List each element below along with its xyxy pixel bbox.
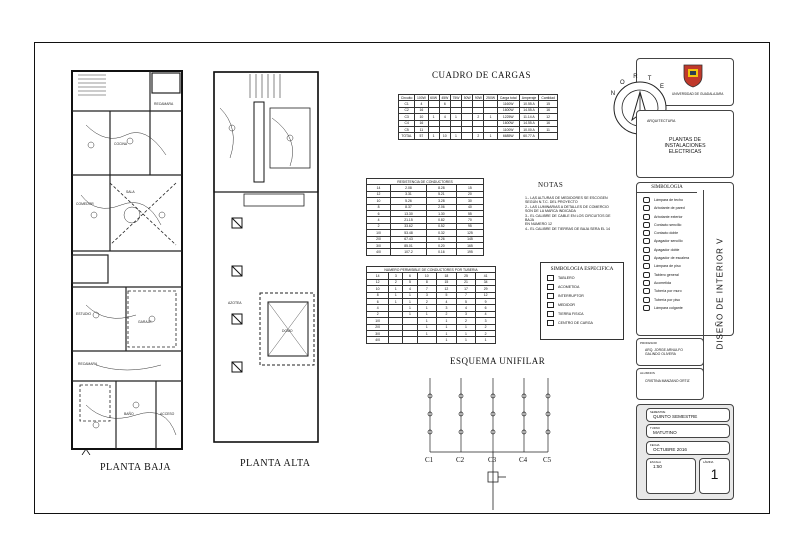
- teacher-name: ARQ. JORGE ARNULFO GALINDO OLIVERA: [645, 348, 683, 356]
- note-line: 2.- LAS LUMINARIAS A DETALLES DE COMERCIO: [525, 204, 609, 209]
- conductors-table: [366, 178, 484, 256]
- loads-header-cell: Cantidad: [539, 95, 558, 101]
- notes-title: NOTAS: [538, 181, 564, 189]
- svg-text:ESTUDIO: ESTUDIO: [76, 312, 92, 316]
- specific-symbology-box: [540, 262, 624, 340]
- teacher-box: [636, 338, 704, 366]
- symbol-item: Arbotante exterior: [643, 214, 703, 220]
- symbol-item: Tubería por muro: [643, 288, 703, 294]
- loads-header-cell: 90W: [473, 95, 484, 101]
- conductor-row: 10 5.26 3.28 30: [367, 198, 484, 204]
- symbol-item: Arbotante de pared: [643, 205, 703, 211]
- drawing-title-line-2: INSTALACIONES: [664, 143, 706, 149]
- conduit-row: 14 3 6 10 18 25 41: [367, 273, 496, 279]
- drawing-title-box: [636, 110, 734, 178]
- loads-header-cell: 45W: [439, 95, 450, 101]
- specific-symbol-item: TABLERO: [547, 275, 623, 281]
- symbol-item: Lámpara colgante: [643, 305, 703, 311]
- symbol-item: Tablero general: [643, 272, 703, 278]
- note-line: EN NUMERO 12: [525, 222, 552, 227]
- conduit-row: 4/0 1 1 1: [367, 337, 496, 343]
- scale-label: ESCALA: [650, 460, 662, 464]
- svg-text:ACCESO: ACCESO: [160, 412, 175, 416]
- symbology-title: SIMBOLOGIA: [637, 183, 697, 193]
- svg-text:RECAMARA: RECAMARA: [78, 362, 98, 366]
- loads-row: C1 4 6 1160W 10.55 A 15: [399, 101, 558, 107]
- symbol-item: Lámpara de piso: [643, 263, 703, 269]
- north-letter: E: [659, 83, 664, 90]
- loads-header-cell: 75W: [450, 95, 461, 101]
- symbol-item: Acometida: [643, 280, 703, 286]
- date-field: [646, 441, 730, 455]
- scale-field: [646, 458, 696, 494]
- north-letter: T: [647, 75, 652, 82]
- north-letter: N: [610, 91, 616, 98]
- loads-table: [398, 94, 558, 140]
- north-letter: R: [633, 74, 638, 81]
- circuit-label: C3: [488, 456, 497, 464]
- upper-floor-plan: [210, 68, 322, 446]
- conductor-row: 3/0 85.01 0.20 165: [367, 242, 484, 248]
- symbol-item: Lámpara de techo: [643, 197, 703, 203]
- vertical-course-title: DISEÑO DE INTERIOR V: [715, 237, 725, 350]
- conduit-row: 2/0 1 1 1 2: [367, 324, 496, 330]
- shift-label: TURNO: [650, 426, 660, 430]
- shift-value: MATUTINO: [653, 430, 677, 435]
- conduit-row: 10 1 4 7 12 17 29: [367, 286, 496, 292]
- drawing-title-line-3: ELECTRICAS: [668, 149, 702, 155]
- single-line-diagram: [418, 368, 560, 513]
- circuit-label: C4: [519, 456, 528, 464]
- loads-header-cell: 50W: [462, 95, 473, 101]
- loads-title: CUADRO DE CARGAS: [432, 70, 532, 80]
- svg-text:BAÑO: BAÑO: [124, 412, 134, 416]
- university-name: UNIVERSIDAD DE GUADALAJARA: [672, 92, 724, 96]
- ground-floor-plan: [66, 65, 188, 455]
- loads-header-cell: Circuito: [399, 95, 415, 101]
- symbol-item: Apagador doble: [643, 247, 703, 253]
- svg-text:COCINA: COCINA: [114, 142, 128, 146]
- loads-header-cell: Amperaje: [519, 95, 539, 101]
- symbol-item: Apagador sencillo: [643, 238, 703, 244]
- svg-text:GARAJE: GARAJE: [138, 320, 152, 324]
- loads-row: C5 11 1100W 10.00 A 11: [399, 126, 558, 132]
- loads-row: TOTAL 57 1 10 1 2 1 6685W 60.77 A: [399, 133, 558, 139]
- conductor-row: 2 33.62 0.52 95: [367, 223, 484, 229]
- notes-list: [525, 196, 617, 231]
- circuit-label: C1: [425, 456, 434, 464]
- note-line: 1.- LAS ALTURAS DE MEDIDORES SE ESCOGEN: [525, 196, 608, 200]
- students-name: CRISTINA MANZANO ORTIZ: [645, 379, 690, 383]
- conduit-row: 3/0 1 1 1 2: [367, 330, 496, 336]
- teacher-label: PROFESOR: [640, 341, 657, 345]
- career-label: ARQUITECTURA: [647, 119, 676, 123]
- students-label: ALUMNOS: [640, 371, 655, 375]
- upper-floor-title: PLANTA ALTA: [240, 458, 311, 469]
- loads-row: C4 16 1600W 14.55 A 16: [399, 120, 558, 126]
- specific-symbol-item: INTERRUPTOR: [547, 293, 623, 299]
- conduit-row: 8 1 1 3 5 7 12: [367, 292, 496, 298]
- conduit-row: 2 1 1 2 3 4: [367, 311, 496, 317]
- symbol-item: Apagador de escalera: [643, 255, 703, 261]
- conductor-row: 2/0 67.43 0.26 145: [367, 236, 484, 242]
- semester-label: SEMESTRE: [650, 410, 666, 414]
- loads-row: C2 16 1600W 14.55 A 16: [399, 107, 558, 113]
- svg-text:AZOTEA: AZOTEA: [228, 301, 242, 305]
- note-line: 4.- EL CALIBRE DE TIERRAS DE BAJA SERA EL 14: [525, 226, 610, 231]
- specific-symbology-title: SIMBOLOGIA ESPECIFICA: [550, 266, 614, 272]
- symbol-item: Tubería por piso: [643, 297, 703, 303]
- loads-header-cell: Carga total: [497, 95, 519, 101]
- conductor-row: 14 2.08 8.28 15: [367, 185, 484, 191]
- sheet-number: 1: [710, 466, 719, 482]
- conductor-row: 6 13.30 1.30 55: [367, 210, 484, 216]
- loads-header-cell: 100W: [415, 95, 428, 101]
- conductor-row: 4 21.15 0.82 70: [367, 217, 484, 223]
- scale-value: 1:50: [653, 464, 662, 469]
- svg-text:DOMO: DOMO: [282, 329, 293, 333]
- note-line: SEGÚN N.T.C. DEL PROYECTO: [525, 200, 578, 205]
- north-letter: O: [619, 80, 625, 87]
- conductor-row: 1/0 53.48 0.32 125: [367, 230, 484, 236]
- shift-field: [646, 424, 730, 438]
- specific-symbol-item: CENTRO DE CARGA: [547, 320, 623, 326]
- loads-header-cell: 60W: [428, 95, 439, 101]
- conductor-row: 12 3.31 5.21 20: [367, 191, 484, 197]
- loads-header-cell: 250W: [484, 95, 497, 101]
- conduit-row: 4 1 1 3 4 6: [367, 305, 496, 311]
- circuit-label: C2: [456, 456, 465, 464]
- semester-field: [646, 408, 730, 422]
- students-box: [636, 368, 704, 400]
- conduit-row: 6 1 1 2 4 5 9: [367, 298, 496, 304]
- conductor-row: 8 8.37 2.06 40: [367, 204, 484, 210]
- sheet-label: LÁMINA: [703, 460, 714, 464]
- sheet-field: [699, 458, 730, 494]
- university-shield-icon: [682, 62, 704, 88]
- ground-floor-title: PLANTA BAJA: [100, 462, 172, 473]
- room-label: RECAMARA: [154, 102, 174, 106]
- conductors-title: RESISTENCIA DE CONDUCTORES: [367, 179, 484, 185]
- date-label: FECHA: [650, 443, 660, 447]
- semester-value: QUINTO SEMESTRE: [653, 414, 698, 419]
- specific-symbol-item: ACOMETIDA: [547, 284, 623, 290]
- conduit-title: NUMERO PERMISIBLE DE CONDUCTORES POR TUBERIA: [367, 267, 496, 273]
- specific-symbol-item: TIERRA FISICA: [547, 311, 623, 317]
- conduit-row: 1/0 1 1 2 3: [367, 318, 496, 324]
- svg-text:COMEDOR: COMEDOR: [76, 202, 94, 206]
- drawing-title-line-1: PLANTAS DE: [669, 137, 701, 143]
- symbol-item: Contacto doble: [643, 230, 703, 236]
- note-line: SON DE LA MARCA INDICADA: [525, 209, 576, 214]
- conductor-row: 4/0 107.2 0.16 195: [367, 249, 484, 255]
- conduit-table: [366, 266, 496, 344]
- conduit-row: 12 2 5 8 15 21 34: [367, 279, 496, 285]
- note-line: 3.- EL CALIBRE DE CABLE EN LOS CIRCUITOS DE BAJA: [525, 213, 611, 223]
- date-value: OCTUBRE 2016: [653, 447, 687, 452]
- specific-symbol-item: MEDIDOR: [547, 302, 623, 308]
- diagram-title: ESQUEMA UNIFILAR: [450, 356, 546, 366]
- symbol-item: Contacto sencillo: [643, 222, 703, 228]
- circuit-label: C5: [543, 456, 552, 464]
- loads-row: C3 10 1 4 1 2 1 1225W 11.14 A 12: [399, 114, 558, 120]
- svg-text:SALA: SALA: [126, 190, 135, 194]
